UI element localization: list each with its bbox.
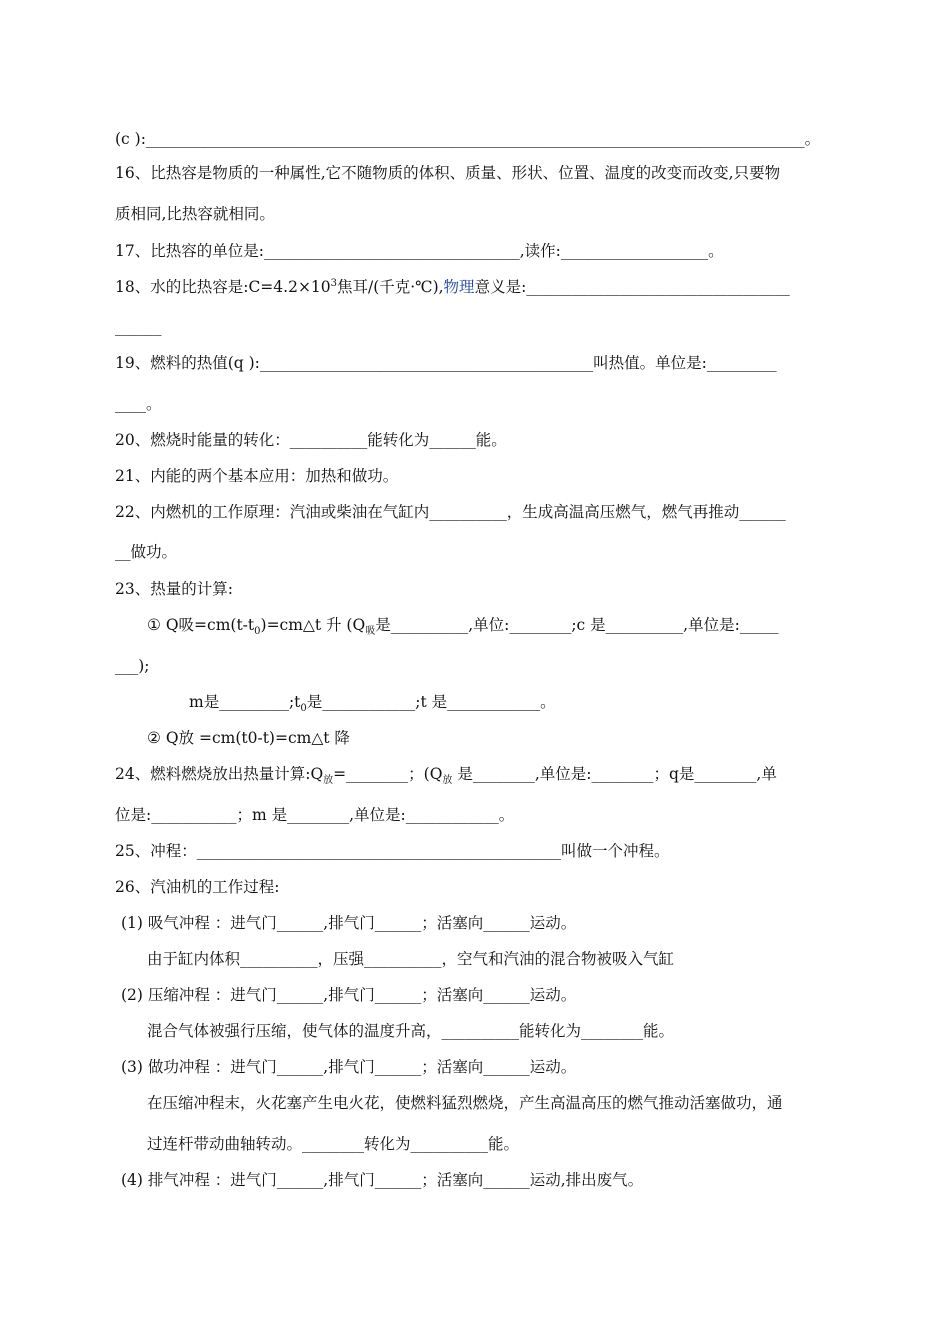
- power-stroke-detail-continuation: 过连杆带动曲轴转动。________转化为__________能。: [147, 1135, 520, 1153]
- formula-q-absorb-b: )=cm△t 升 (Q: [260, 616, 366, 634]
- item-24-part-a: 24、燃料燃烧放出热量计算:Q: [115, 765, 324, 783]
- item-24-part-b: =________；(Q: [333, 765, 443, 783]
- release-subscript-2: 放: [442, 775, 453, 787]
- item-18-text: [115, 276, 840, 298]
- item-19-continuation: ____。: [115, 395, 162, 413]
- t0-subscript: 0: [254, 626, 261, 638]
- item-18-continuation: ______: [115, 318, 162, 336]
- item-22-text: 22、内燃机的工作原理：汽油或柴油在气缸内__________，生成高温高压燃气，燃气再推动______: [115, 503, 786, 521]
- exhaust-stroke: (4) 排气冲程 ：进气门______,排气门______；活塞向______运动,排出废气。: [121, 1171, 644, 1189]
- formula-q-absorb-c: 是__________,单位:________;c 是__________,单位是:_____: [375, 616, 779, 634]
- item-25-text: 25、冲程：_______________________________________________叫做一个冲程。: [115, 842, 670, 860]
- item-24-text: [115, 763, 840, 785]
- formula-variables-b: 是____________;t 是____________。: [306, 693, 556, 711]
- item-24-part-c: 是________,单位是:________；q是________,单: [452, 765, 777, 783]
- item-18-part-c: 意义是:__________________________________: [474, 278, 790, 296]
- item-26-heading: 26、汽油机的工作过程:: [115, 878, 280, 896]
- item-20-text: 20、燃烧时能量的转化：__________能转化为______能。: [115, 431, 507, 449]
- item-16-text: 16、比热容是物质的一种属性,它不随物质的体积、质量、形状、位置、温度的改变而改变,只要物: [115, 164, 781, 182]
- intake-stroke-detail: 由于缸内体积__________，压强__________，空气和汽油的混合物被吸入气缸: [147, 950, 675, 968]
- formula-variables: [189, 691, 840, 713]
- item-24-continuation: 位是:___________；m 是________,单位是:____________。: [115, 806, 515, 824]
- formula-q-release: ② Q放 =cm(t0-t)=cm△t 降: [147, 729, 350, 747]
- power-stroke: (3) 做功冲程 ：进气门______,排气门______；活塞向______运动。: [121, 1058, 577, 1076]
- formula-q-absorb: [147, 614, 840, 636]
- intake-stroke: (1) 吸气冲程 ：进气门______,排气门______；活塞向______运动。: [121, 914, 577, 932]
- item-22-continuation: __做功。: [115, 543, 178, 561]
- formula-variables-a: m是_________;t: [189, 693, 301, 711]
- item-23-heading: 23、热量的计算:: [115, 580, 233, 598]
- item-17-text: 17、比热容的单位是:_________________________________,读作:___________________。: [115, 242, 724, 260]
- item-21-text: 21、内能的两个基本应用：加热和做功。: [115, 467, 399, 485]
- compression-stroke-detail: 混合气体被强行压缩，使气体的温度升高，__________能转化为________能。: [147, 1022, 675, 1040]
- release-subscript: 放: [323, 775, 334, 787]
- absorb-subscript: 吸: [365, 626, 376, 638]
- item-18-part-a: 18、水的比热容是:C=4.2×10: [115, 278, 331, 296]
- item-19-text: 19、燃料的热值(q ):___________________________________________叫热值。单位是:_________: [115, 354, 777, 372]
- formula-q-absorb-continuation: ___);: [115, 657, 150, 675]
- compression-stroke: (2) 压缩冲程 ：进气门______,排气门______；活塞向______运动。: [121, 986, 577, 1004]
- item-16-continuation: 质相同,比热容就相同。: [115, 205, 275, 223]
- line-c-blank: (c ):_____________________________________________________________________________________。: [115, 130, 821, 148]
- formula-q-absorb-a: ① Q吸=cm(t-t: [147, 616, 255, 634]
- power-stroke-detail: 在压缩冲程末，火花塞产生电火花，使燃料猛烈燃烧，产生高温高压的燃气推动活塞做功，通: [147, 1094, 783, 1112]
- t0-subscript-2: 0: [300, 703, 307, 715]
- item-18-part-b: 焦耳/(千克·℃),: [337, 278, 444, 296]
- item-18-exponent: 3: [330, 277, 338, 289]
- physics-link[interactable]: 物理: [443, 278, 475, 296]
